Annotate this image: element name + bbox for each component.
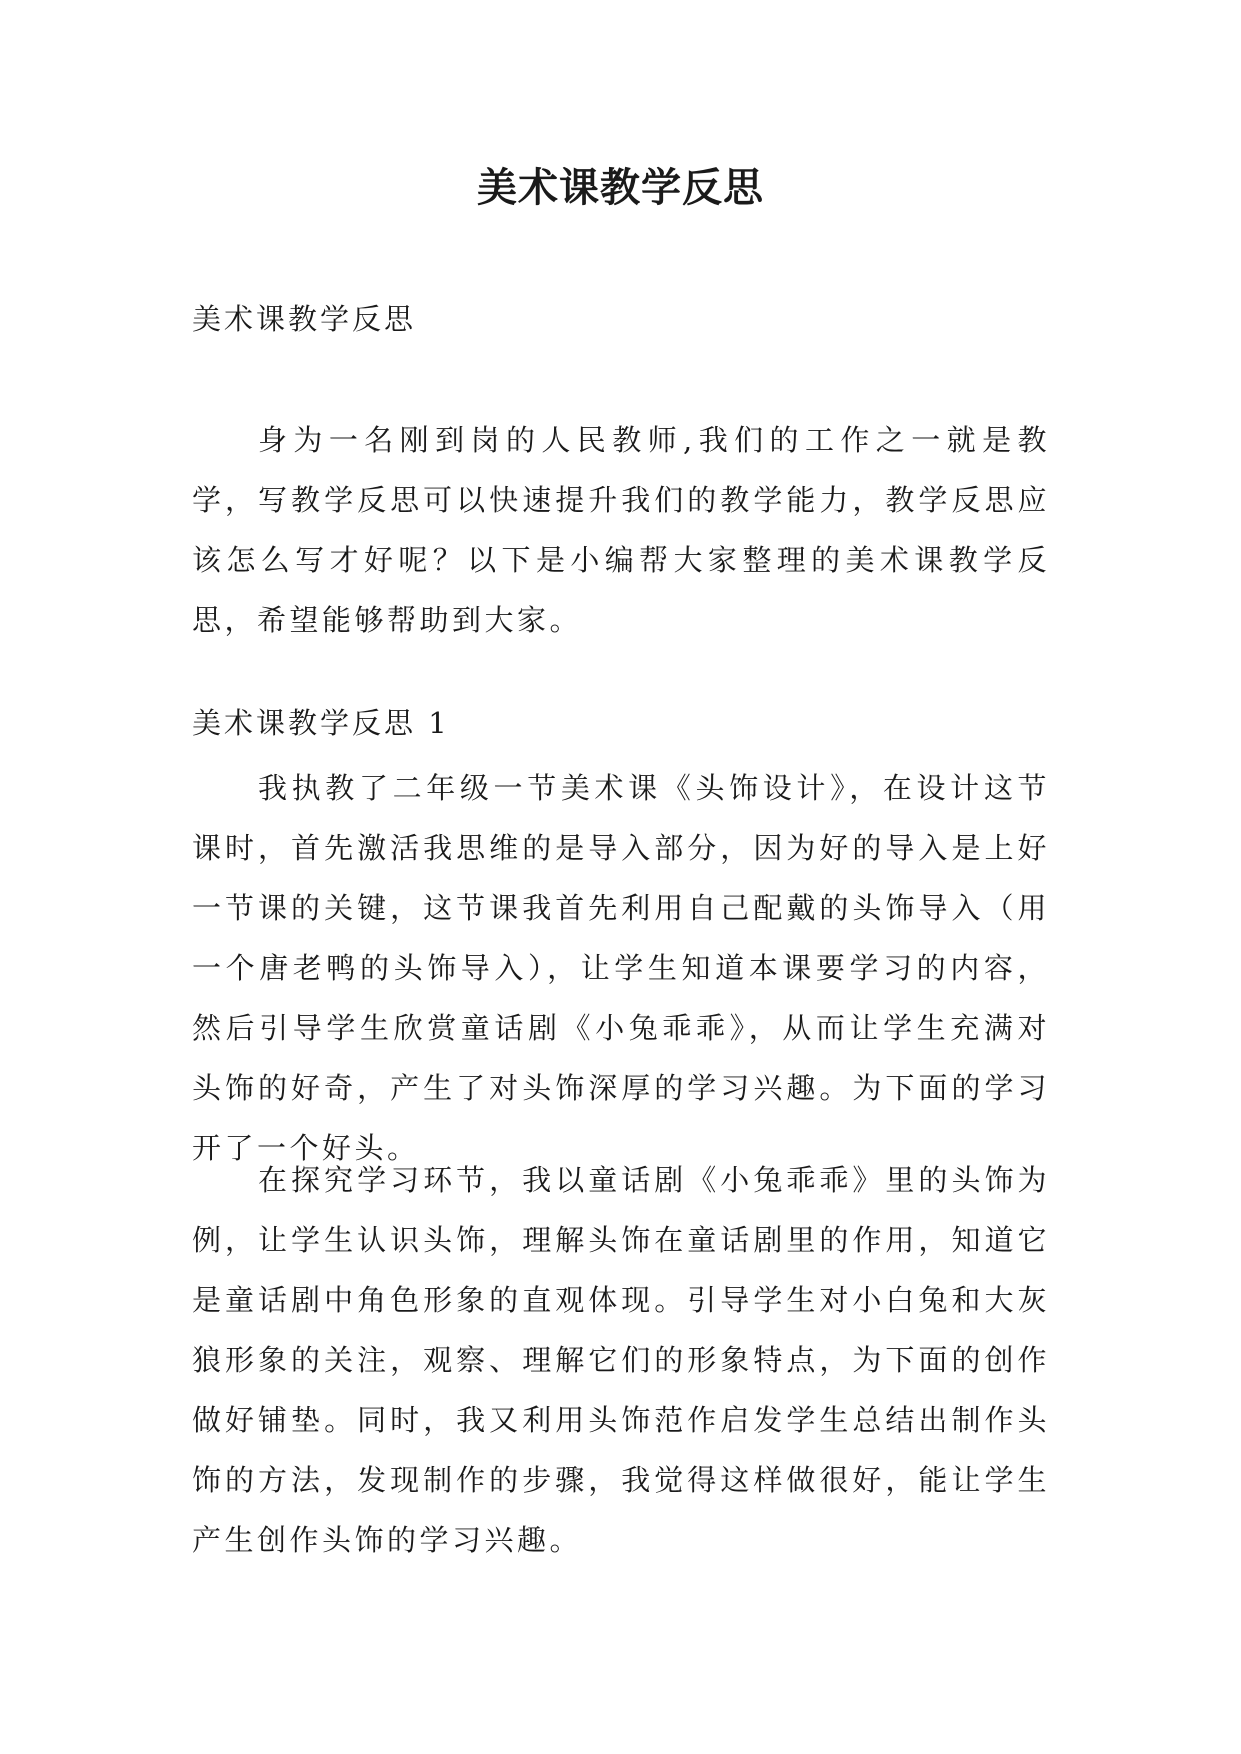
section-paragraph: 在探究学习环节，我以童话剧《小兔乖乖》里的头饰为例，让学生认识头饰，理解头饰在童话剧里的作用，知道它是童话剧中角色形象的直观体现。引导学生对小白兔和大灰狼形象的关注，观察、理解它们的形象特点，为下面的创作做好铺垫。同时，我又利用头饰范作启发学生总结出制作头饰的方法，发现制作的步骤，我觉得这样做很好，能让学生产生创作头饰的学习兴趣。 [192,1163,1050,1557]
section-paragraph: 我执教了二年级一节美术课《头饰设计》，在设计这节课时，首先激活我思维的是导入部分，因为好的导入是上好一节课的关键，这节课我首先利用自己配戴的头饰导入（用一个唐老鸭的头饰导入），让学生知道本课要学习的内容，然后引导学生欣赏童话剧《小兔乖乖》，从而让学生充满对头饰的好奇，产生了对头饰深厚的学习兴趣。为下面的学习开了一个好头。 [192,771,1050,1165]
document-subtitle: 美术课教学反思 [192,302,417,336]
document-title: 美术课教学反思 [477,164,764,211]
section-heading: 美术课教学反思 1 [192,706,450,740]
intro-paragraph: 身为一名刚到岗的人民教师,我们的工作之一就是教学，写教学反思可以快速提升我们的教学能力，教学反思应该怎么写才好呢？以下是小编帮大家整理的美术课教学反思，希望能够帮助到大家。 [192,423,1050,637]
